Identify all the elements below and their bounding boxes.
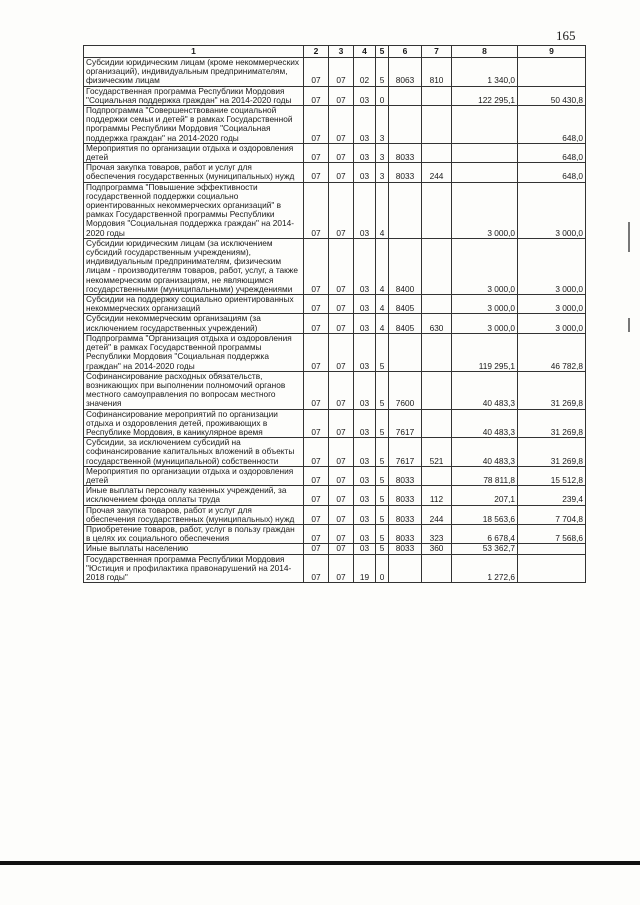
subsection-code-cell: 07 [329,314,354,333]
row-name-cell: Субсидии некоммерческим организациям (за исключением государственных учреждений) [84,314,304,333]
subprogram-code-cell: 0 [376,554,389,583]
subsection-code-cell: 07 [329,438,354,467]
program-code-cell: 03 [354,409,376,438]
row-name-cell: Подпрограмма "Повышение эффективности государственной поддержки социально ориентированных некоммерческих организаций" в рамках Государственной программы Республики Мордовия "Социальная поддержка граждан" на 2014-2020 годы [84,182,304,238]
subsection-code-cell: 07 [329,544,354,554]
table-header-row [84,46,586,58]
direction-code-cell: 8400 [389,238,422,294]
subsection-code-cell: 07 [329,409,354,438]
section-code-cell: 07 [304,86,329,105]
row-name-cell: Софинансирование расходных обязательств, возникающих при выполнении полномочий органов местного самоуправления по вопросам местного значения [84,371,304,409]
amount-2016-cell: 3 000,0 [518,182,586,238]
subsection-code-cell: 07 [329,182,354,238]
subsection-code-cell: 07 [329,524,354,543]
subprogram-code-cell: 3 [376,106,389,144]
program-code-cell: 03 [354,314,376,333]
amount-2015-cell [452,143,518,162]
subprogram-code-cell: 5 [376,505,389,524]
amount-2016-cell [518,544,586,554]
table-row [84,554,586,583]
direction-code-cell [389,333,422,371]
section-code-cell: 07 [304,486,329,505]
section-code-cell: 07 [304,106,329,144]
table-row [84,58,586,87]
expense-type-cell [422,238,452,294]
table-row [84,524,586,543]
subsection-code-cell: 07 [329,163,354,182]
subprogram-code-cell: 5 [376,438,389,467]
row-name-cell: Иные выплаты населению [84,544,304,554]
amount-2015-cell: 78 811,8 [452,466,518,485]
scan-mark [628,222,630,252]
amount-2015-cell: 18 563,6 [452,505,518,524]
subprogram-code-cell: 5 [376,544,389,554]
amount-2015-cell: 40 483,3 [452,371,518,409]
table-row [84,409,586,438]
direction-code-cell: 8033 [389,544,422,554]
row-name-cell: Государственная программа Республики Мордовия "Социальная поддержка граждан" на 2014-2020 годы [84,86,304,105]
expense-type-cell [422,106,452,144]
amount-2015-cell: 3 000,0 [452,314,518,333]
section-code-cell: 07 [304,505,329,524]
program-code-cell: 03 [354,524,376,543]
subsection-code-cell: 07 [329,238,354,294]
program-code-cell: 02 [354,58,376,87]
row-name-cell: Субсидии на поддержку социально ориентированных некоммерческих организаций [84,295,304,314]
expense-type-cell [422,371,452,409]
section-code-cell: 07 [304,409,329,438]
amount-2015-cell: 1 340,0 [452,58,518,87]
subsection-code-cell: 07 [329,466,354,485]
direction-code-cell [389,182,422,238]
amount-2016-cell: 3 000,0 [518,295,586,314]
row-name-cell: Государственная программа Республики Мордовия "Юстиция и профилактика правонарушений на 2014-2018 годы" [84,554,304,583]
direction-code-cell: 8033 [389,163,422,182]
amount-2015-cell: 122 295,1 [452,86,518,105]
program-code-cell: 03 [354,505,376,524]
amount-2015-cell: 53 362,7 [452,544,518,554]
table-body [84,58,586,583]
direction-code-cell: 8033 [389,524,422,543]
section-code-cell: 07 [304,295,329,314]
direction-code-cell [389,554,422,583]
expense-type-cell [422,466,452,485]
subprogram-code-cell: 5 [376,333,389,371]
section-code-cell: 07 [304,554,329,583]
expense-type-cell [422,409,452,438]
amount-2016-cell: 648,0 [518,143,586,162]
expense-type-cell [422,86,452,105]
amount-2016-cell [518,554,586,583]
column-header: 2 [304,46,329,58]
row-name-cell: Софинансирование мероприятий по организации отдыха и оздоровления детей, проживающих в Республике Мордовия, в каникулярное время [84,409,304,438]
amount-2016-cell: 239,4 [518,486,586,505]
subprogram-code-cell: 5 [376,371,389,409]
section-code-cell: 07 [304,314,329,333]
subprogram-code-cell: 4 [376,238,389,294]
expense-type-cell [422,295,452,314]
amount-2015-cell: 6 678,4 [452,524,518,543]
section-code-cell: 07 [304,333,329,371]
direction-code-cell: 7600 [389,371,422,409]
amount-2015-cell: 3 000,0 [452,182,518,238]
amount-2015-cell: 1 272,6 [452,554,518,583]
program-code-cell: 03 [354,486,376,505]
subprogram-code-cell: 4 [376,314,389,333]
program-code-cell: 03 [354,466,376,485]
row-name-cell: Подпрограмма "Совершенствование социальной поддержки семьи и детей" в рамках Государственной программы Республики Мордовия "Социальная поддержка граждан" на 2014-2020 годы [84,106,304,144]
section-code-cell: 07 [304,438,329,467]
subsection-code-cell: 07 [329,505,354,524]
subprogram-code-cell: 3 [376,143,389,162]
column-header: 5 [376,46,389,58]
program-code-cell: 19 [354,554,376,583]
amount-2016-cell: 3 000,0 [518,314,586,333]
program-code-cell: 03 [354,86,376,105]
table-row [84,295,586,314]
direction-code-cell: 8405 [389,314,422,333]
section-code-cell: 07 [304,182,329,238]
expense-type-cell: 244 [422,163,452,182]
budget-table [83,45,586,583]
column-header: 4 [354,46,376,58]
section-code-cell: 07 [304,371,329,409]
expense-type-cell: 323 [422,524,452,543]
subprogram-code-cell: 5 [376,524,389,543]
expense-type-cell: 630 [422,314,452,333]
page-number: 165 [556,28,576,43]
column-header: 7 [422,46,452,58]
amount-2016-cell: 648,0 [518,106,586,144]
row-name-cell: Прочая закупка товаров, работ и услуг для обеспечения государственных (муниципальных) нужд [84,163,304,182]
section-code-cell: 07 [304,163,329,182]
table-row [84,163,586,182]
table-row [84,486,586,505]
direction-code-cell: 8033 [389,466,422,485]
subsection-code-cell: 07 [329,295,354,314]
subprogram-code-cell: 3 [376,163,389,182]
expense-type-cell: 244 [422,505,452,524]
expense-type-cell: 360 [422,544,452,554]
amount-2015-cell: 207,1 [452,486,518,505]
table-row [84,438,586,467]
section-code-cell: 07 [304,238,329,294]
row-name-cell: Подпрограмма "Организация отдыха и оздоровления детей" в рамках Государственной программы Республики Мордовия "Социальная поддержка граждан" на 2014-2020 годы [84,333,304,371]
program-code-cell: 03 [354,333,376,371]
program-code-cell: 03 [354,106,376,144]
subprogram-code-cell: 5 [376,486,389,505]
expense-type-cell: 521 [422,438,452,467]
table-row [84,182,586,238]
row-name-cell: Прочая закупка товаров, работ и услуг для обеспечения государственных (муниципальных) нужд [84,505,304,524]
row-name-cell: Мероприятия по организации отдыха и оздоровления детей [84,143,304,162]
expense-type-cell [422,333,452,371]
row-name-cell: Субсидии, за исключением субсидий на софинансирование капитальных вложений в объекты государственной (муниципальной) собственности [84,438,304,467]
amount-2015-cell [452,163,518,182]
expense-type-cell [422,182,452,238]
subsection-code-cell: 07 [329,143,354,162]
column-header: 9 [518,46,586,58]
table-row [84,143,586,162]
direction-code-cell: 8405 [389,295,422,314]
direction-code-cell [389,86,422,105]
subprogram-code-cell: 5 [376,58,389,87]
amount-2016-cell: 46 782,8 [518,333,586,371]
direction-code-cell: 7617 [389,409,422,438]
amount-2015-cell: 40 483,3 [452,409,518,438]
program-code-cell: 03 [354,371,376,409]
subsection-code-cell: 07 [329,554,354,583]
amount-2016-cell: 7 704,8 [518,505,586,524]
program-code-cell: 03 [354,438,376,467]
amount-2015-cell: 3 000,0 [452,295,518,314]
subsection-code-cell: 07 [329,333,354,371]
section-code-cell: 07 [304,524,329,543]
amount-2016-cell: 31 269,8 [518,371,586,409]
expense-type-cell [422,554,452,583]
program-code-cell: 03 [354,544,376,554]
subsection-code-cell: 07 [329,371,354,409]
direction-code-cell: 8033 [389,505,422,524]
program-code-cell: 03 [354,143,376,162]
amount-2015-cell [452,106,518,144]
amount-2015-cell: 119 295,1 [452,333,518,371]
subprogram-code-cell: 4 [376,295,389,314]
column-header: 6 [389,46,422,58]
table-row [84,505,586,524]
column-header: 8 [452,46,518,58]
table-row [84,466,586,485]
direction-code-cell: 8033 [389,143,422,162]
row-name-cell: Приобретение товаров, работ, услуг в пользу граждан в целях их социального обеспечения [84,524,304,543]
amount-2016-cell: 648,0 [518,163,586,182]
table-row [84,371,586,409]
amount-2016-cell: 7 568,6 [518,524,586,543]
subprogram-code-cell: 4 [376,182,389,238]
row-name-cell: Иные выплаты персоналу казенных учреждений, за исключением фонда оплаты труда [84,486,304,505]
row-name-cell: Мероприятия по организации отдыха и оздоровления детей [84,466,304,485]
table-row [84,86,586,105]
subprogram-code-cell: 0 [376,86,389,105]
table-row [84,333,586,371]
table-row [84,314,586,333]
subprogram-code-cell: 5 [376,466,389,485]
amount-2016-cell: 50 430,8 [518,86,586,105]
program-code-cell: 03 [354,182,376,238]
expense-type-cell: 810 [422,58,452,87]
subsection-code-cell: 07 [329,86,354,105]
expense-type-cell: 112 [422,486,452,505]
row-name-cell: Субсидии юридическим лицам (кроме некоммерческих организаций), индивидуальным предпринимателям, физическим лицам [84,58,304,87]
expense-type-cell [422,143,452,162]
program-code-cell: 03 [354,238,376,294]
footer-rule [0,861,640,865]
amount-2016-cell: 3 000,0 [518,238,586,294]
column-header: 3 [329,46,354,58]
section-code-cell: 07 [304,466,329,485]
program-code-cell: 03 [354,163,376,182]
scan-mark [628,318,630,332]
amount-2016-cell: 31 269,8 [518,438,586,467]
direction-code-cell: 7617 [389,438,422,467]
column-header: 1 [84,46,304,58]
amount-2016-cell: 15 512,8 [518,466,586,485]
section-code-cell: 07 [304,544,329,554]
amount-2015-cell: 3 000,0 [452,238,518,294]
direction-code-cell [389,106,422,144]
table-row [84,106,586,144]
subsection-code-cell: 07 [329,58,354,87]
direction-code-cell: 8063 [389,58,422,87]
program-code-cell: 03 [354,295,376,314]
table-row [84,544,586,554]
section-code-cell: 07 [304,143,329,162]
row-name-cell: Субсидии юридическим лицам (за исключением субсидий государственным учреждениям), индивидуальным предпринимателям, физическим лицам - производителям товаров, работ, услуг, а также некоммерческим организациям, не являющимся государственными (муниципальными) учреждениями [84,238,304,294]
direction-code-cell: 8033 [389,486,422,505]
amount-2016-cell [518,58,586,87]
table-row [84,238,586,294]
subsection-code-cell: 07 [329,106,354,144]
amount-2016-cell: 31 269,8 [518,409,586,438]
subprogram-code-cell: 5 [376,409,389,438]
amount-2015-cell: 40 483,3 [452,438,518,467]
subsection-code-cell: 07 [329,486,354,505]
section-code-cell: 07 [304,58,329,87]
